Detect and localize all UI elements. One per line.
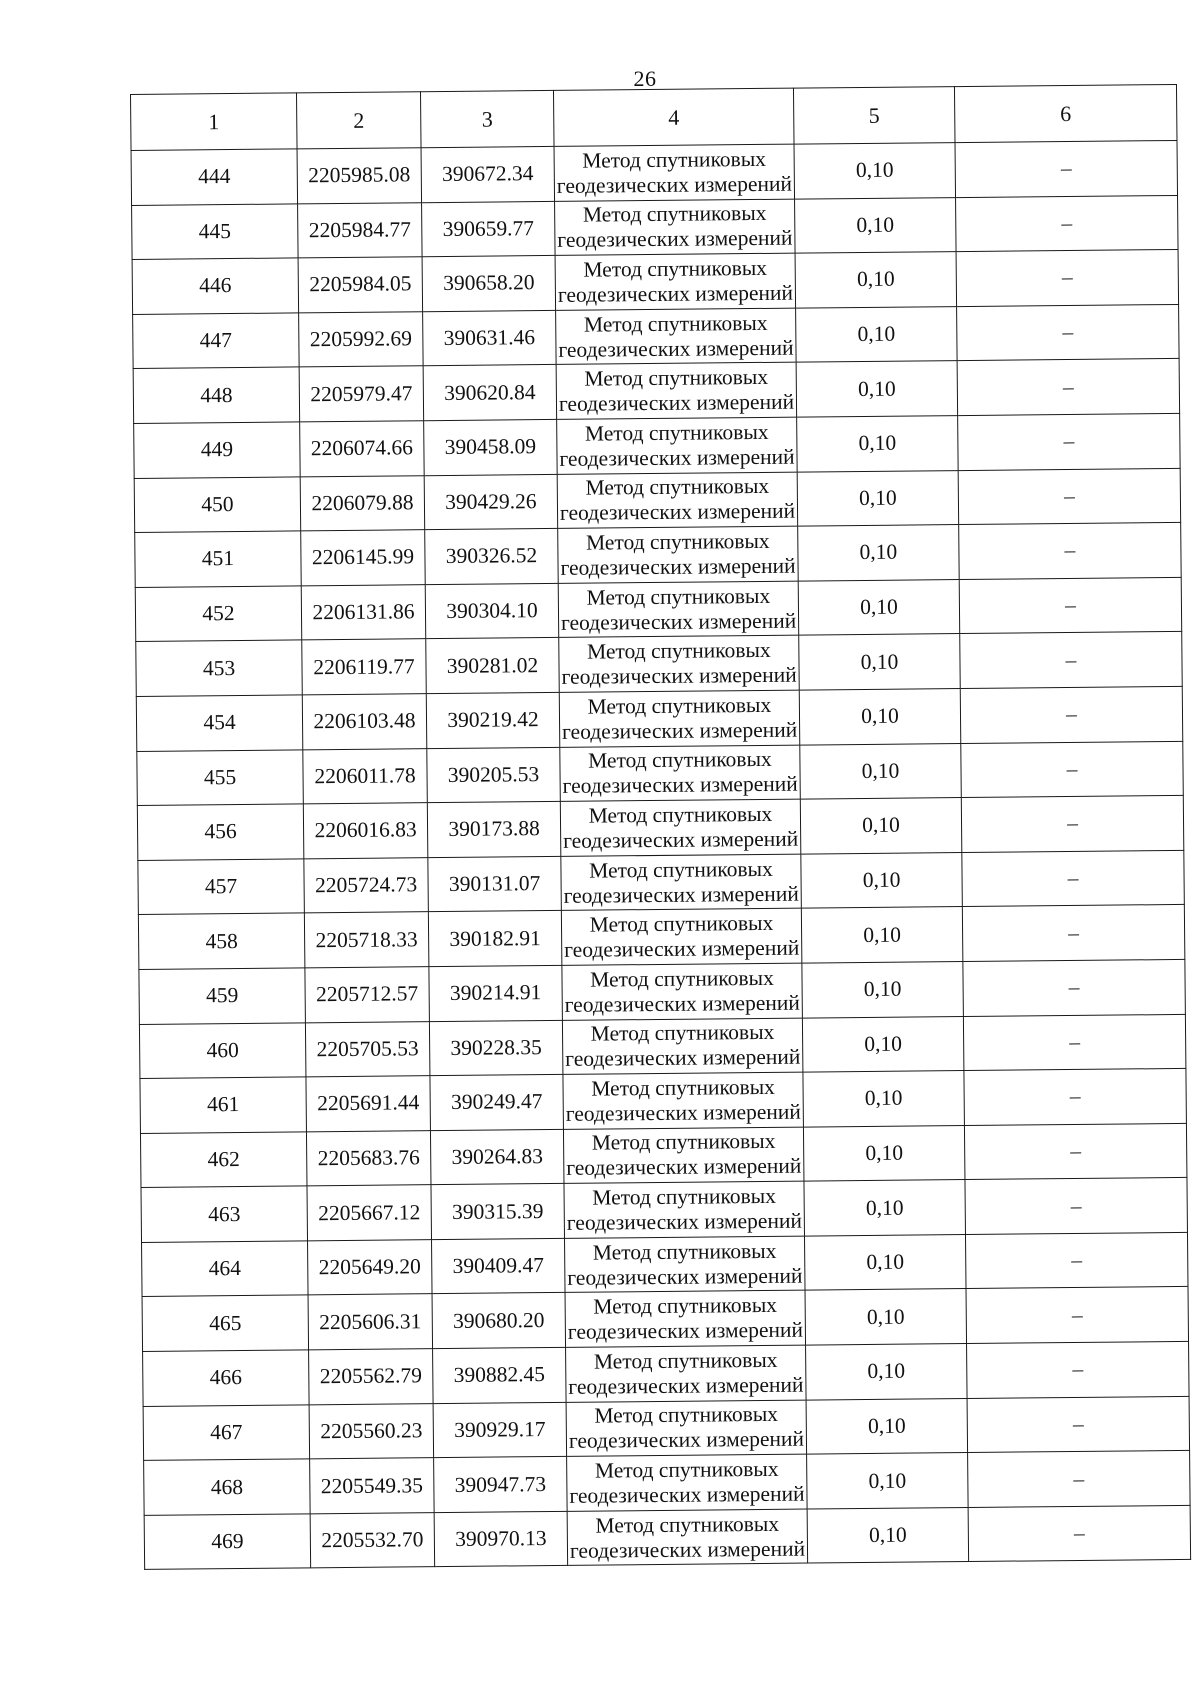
note-cell: –: [963, 1014, 1186, 1071]
method-cell: [560, 745, 801, 802]
note-cell: –: [957, 304, 1180, 361]
note-cell: –: [964, 1123, 1187, 1180]
method-line-2: геодезических измерений: [569, 1536, 806, 1563]
method-cell: [557, 472, 798, 529]
table-row: [138, 850, 1184, 915]
accuracy-cell: 0,10: [798, 525, 960, 581]
method-line-1: Метод спутниковых: [586, 638, 771, 664]
method-cell: [567, 1509, 808, 1566]
accuracy-cell: 0,10: [806, 1344, 968, 1400]
method-cell: [563, 1127, 804, 1184]
accuracy-cell: 0,10: [799, 688, 961, 744]
y-coordinate-cell: 390214.91: [429, 965, 563, 1021]
x-coordinate-cell: 2205560.23: [309, 1403, 434, 1459]
point-number-cell: 447: [133, 313, 300, 369]
point-number-cell: 445: [132, 203, 299, 259]
note-cell: –: [958, 413, 1181, 470]
table-row: [138, 905, 1184, 970]
method-cell: [564, 1181, 805, 1238]
method-line-2: геодезических измерений: [559, 498, 796, 526]
x-coordinate-cell: 2206016.83: [303, 803, 428, 859]
method-line-1: Метод спутниковых: [588, 801, 773, 828]
y-coordinate-cell: 390680.20: [432, 1293, 566, 1349]
point-number-cell: 454: [136, 695, 303, 751]
method-line-1: Метод спутниковых: [587, 692, 772, 719]
x-coordinate-cell: 2205979.47: [299, 366, 424, 422]
method-line-1: Метод спутниковых: [593, 1293, 778, 1319]
table-row: [135, 523, 1181, 588]
method-line-2: геодезических измерений: [567, 1263, 803, 1290]
method-line-2: геодезических измерений: [558, 335, 794, 362]
method-cell: [566, 1345, 807, 1402]
point-number-cell: 459: [139, 968, 306, 1024]
table-row: [144, 1505, 1190, 1570]
point-number-cell: 446: [132, 258, 299, 314]
method-cell: [558, 581, 799, 638]
x-coordinate-cell: 2205718.33: [304, 912, 429, 968]
method-line-2: геодезических измерений: [559, 444, 795, 471]
method-cell: [559, 635, 800, 692]
table-row: [137, 796, 1183, 861]
y-coordinate-cell: 390929.17: [433, 1402, 567, 1458]
note-cell: –: [965, 1232, 1188, 1289]
accuracy-cell: 0,10: [805, 1289, 967, 1345]
coordinates-table: [130, 84, 1191, 1570]
table-row: [142, 1232, 1188, 1297]
point-number-cell: 460: [139, 1022, 306, 1078]
note-cell: –: [959, 523, 1182, 580]
note-cell: –: [956, 250, 1179, 307]
method-cell: [559, 690, 800, 747]
point-number-cell: 465: [142, 1295, 309, 1351]
y-coordinate-cell: 390620.84: [423, 365, 557, 421]
x-coordinate-cell: 2205985.08: [297, 148, 422, 204]
table-row: [144, 1451, 1190, 1516]
y-coordinate-cell: 390458.09: [424, 419, 558, 475]
method-cell: [556, 362, 797, 419]
accuracy-cell: 0,10: [804, 1234, 966, 1290]
method-line-2: геодезических измерений: [562, 771, 798, 799]
point-number-cell: 469: [144, 1514, 311, 1570]
y-coordinate-cell: 390658.20: [422, 256, 556, 312]
x-coordinate-cell: 2205724.73: [304, 857, 429, 913]
method-line-1: Метод спутниковых: [582, 201, 767, 228]
method-line-2: геодезических измерений: [558, 389, 795, 417]
accuracy-cell: 0,10: [797, 470, 959, 526]
method-line-1: Метод спутниковых: [589, 856, 773, 883]
y-coordinate-cell: 390131.07: [428, 856, 562, 912]
x-coordinate-cell: 2205532.70: [310, 1512, 435, 1568]
accuracy-cell: 0,10: [798, 579, 960, 635]
note-cell: –: [966, 1287, 1189, 1344]
note-cell: –: [962, 850, 1185, 907]
method-cell: [567, 1454, 808, 1511]
method-line-2: геодезических измерений: [568, 1372, 804, 1399]
y-coordinate-cell: 390219.42: [426, 692, 560, 748]
point-number-cell: 468: [144, 1459, 311, 1515]
method-cell: [565, 1291, 806, 1348]
method-line-1: Метод спутниковых: [590, 965, 774, 992]
x-coordinate-cell: 2205549.35: [310, 1458, 435, 1514]
note-cell: –: [964, 1069, 1187, 1126]
method-cell: [557, 417, 798, 474]
point-number-cell: 467: [143, 1404, 310, 1460]
method-cell: [565, 1236, 806, 1293]
y-coordinate-cell: 390281.02: [426, 638, 560, 694]
accuracy-cell: 0,10: [807, 1507, 969, 1563]
note-cell: –: [958, 468, 1181, 525]
y-coordinate-cell: 390205.53: [427, 747, 561, 803]
note-cell: –: [961, 741, 1184, 798]
header-cell-5: 5: [793, 87, 955, 145]
note-cell: –: [956, 195, 1179, 252]
y-coordinate-cell: 390882.45: [433, 1347, 567, 1403]
point-number-cell: 449: [134, 422, 301, 478]
method-line-2: геодезических измерений: [566, 1208, 803, 1235]
table-row: [135, 577, 1181, 642]
accuracy-cell: 0,10: [801, 907, 963, 963]
point-number-cell: 455: [137, 749, 304, 805]
accuracy-cell: 0,10: [794, 143, 956, 199]
table-row: [133, 304, 1179, 369]
table-row: [136, 632, 1182, 697]
method-line-1: Метод спутниковых: [590, 1020, 775, 1046]
method-line-1: Метод спутниковых: [594, 1402, 779, 1429]
method-line-1: Метод спутниковых: [585, 474, 770, 501]
header-cell-1: 1: [131, 93, 298, 151]
y-coordinate-cell: 390631.46: [423, 310, 557, 366]
y-coordinate-cell: 390326.52: [425, 529, 559, 585]
point-number-cell: 466: [143, 1350, 310, 1406]
method-cell: [556, 308, 797, 365]
x-coordinate-cell: 2205984.77: [298, 202, 423, 258]
point-number-cell: 464: [142, 1241, 309, 1297]
x-coordinate-cell: 2205984.05: [298, 257, 423, 313]
point-number-cell: 461: [140, 1077, 307, 1133]
method-line-2: геодезических измерений: [565, 1044, 801, 1072]
method-cell: [555, 199, 796, 256]
method-line-1: Метод спутниковых: [589, 910, 774, 937]
x-coordinate-cell: 2206079.88: [300, 475, 425, 531]
y-coordinate-cell: 390659.77: [422, 201, 556, 257]
y-coordinate-cell: 390947.73: [434, 1457, 568, 1513]
header-cell-2: 2: [296, 92, 421, 149]
accuracy-cell: 0,10: [800, 798, 962, 854]
point-number-cell: 463: [141, 1186, 308, 1242]
accuracy-cell: 0,10: [796, 361, 958, 417]
table-row: [132, 250, 1178, 315]
note-cell: –: [968, 1451, 1191, 1508]
accuracy-cell: 0,10: [803, 1071, 965, 1127]
note-cell: –: [959, 577, 1182, 634]
accuracy-cell: 0,10: [807, 1453, 969, 1509]
x-coordinate-cell: 2206011.78: [303, 748, 428, 804]
x-coordinate-cell: 2205606.31: [308, 1294, 433, 1350]
method-line-2: геодезических измерений: [564, 990, 800, 1017]
method-cell: [563, 1072, 804, 1129]
x-coordinate-cell: 2205562.79: [309, 1349, 434, 1405]
table-row: [140, 1069, 1186, 1134]
table-row: [137, 741, 1183, 806]
table-row: [139, 1014, 1185, 1079]
method-cell: [561, 908, 802, 965]
accuracy-cell: 0,10: [799, 634, 961, 690]
table-row: [133, 359, 1179, 424]
method-line-1: Метод спутниковых: [586, 583, 771, 610]
point-number-cell: 458: [138, 913, 305, 969]
accuracy-cell: 0,10: [803, 1125, 965, 1181]
note-cell: –: [955, 140, 1178, 197]
method-line-2: геодезических измерений: [561, 717, 798, 744]
accuracy-cell: 0,10: [802, 961, 964, 1017]
note-cell: –: [960, 632, 1183, 689]
method-line-1: Метод спутниковых: [583, 255, 768, 282]
method-line-2: геодезических измерений: [564, 935, 800, 962]
method-line-2: геодезических измерений: [560, 608, 797, 635]
method-line-1: Метод спутниковых: [594, 1456, 779, 1483]
point-number-cell: 452: [135, 586, 302, 642]
x-coordinate-cell: 2206074.66: [300, 421, 425, 477]
y-coordinate-cell: 390249.47: [430, 1074, 564, 1130]
y-coordinate-cell: 390315.39: [431, 1184, 565, 1240]
method-line-1: Метод спутниковых: [595, 1511, 780, 1538]
accuracy-cell: 0,10: [795, 252, 957, 308]
x-coordinate-cell: 2205667.12: [307, 1185, 432, 1241]
page-number: 26: [633, 66, 657, 91]
y-coordinate-cell: 390304.10: [425, 583, 559, 639]
header-cell-6: 6: [954, 84, 1177, 142]
method-line-2: геодезических измерений: [563, 881, 799, 908]
x-coordinate-cell: 2205691.44: [306, 1076, 431, 1132]
point-number-cell: 456: [137, 804, 304, 860]
method-line-1: Метод спутниковых: [585, 528, 770, 555]
method-line-1: Метод спутниковых: [591, 1074, 775, 1101]
method-line-2: геодезических измерений: [556, 171, 793, 198]
y-coordinate-cell: 390228.35: [429, 1020, 563, 1076]
method-line-1: Метод спутниковых: [593, 1347, 778, 1374]
method-cell: [560, 799, 801, 856]
table-row: [142, 1287, 1188, 1352]
method-line-1: Метод спутниковых: [583, 310, 768, 337]
table-row: [143, 1396, 1189, 1461]
note-cell: –: [967, 1341, 1190, 1398]
table-row: [134, 468, 1180, 533]
x-coordinate-cell: 2205649.20: [308, 1240, 433, 1296]
y-coordinate-cell: 390264.83: [430, 1129, 564, 1185]
method-line-2: геодезических измерений: [565, 1099, 801, 1126]
y-coordinate-cell: 390173.88: [427, 802, 561, 858]
method-line-2: геодезических измерений: [557, 226, 793, 253]
table-row: [131, 140, 1177, 205]
method-line-2: геодезических измерений: [560, 553, 796, 580]
note-cell: –: [967, 1396, 1190, 1453]
table-body: [131, 140, 1191, 1569]
page-content: [130, 84, 1190, 1570]
method-cell: [561, 854, 802, 911]
method-line-2: геодезических измерений: [557, 280, 794, 307]
method-line-1: Метод спутниковых: [592, 1183, 777, 1210]
x-coordinate-cell: 2205683.76: [306, 1130, 431, 1186]
x-coordinate-cell: 2205992.69: [299, 311, 424, 367]
point-number-cell: 453: [136, 640, 303, 696]
method-line-2: геодезических измерений: [563, 826, 799, 853]
note-cell: –: [965, 1178, 1188, 1235]
note-cell: –: [963, 959, 1186, 1016]
table-row: [134, 413, 1180, 478]
x-coordinate-cell: 2205705.53: [305, 1021, 430, 1077]
method-cell: [555, 253, 796, 310]
note-cell: –: [962, 905, 1185, 962]
note-cell: –: [957, 359, 1180, 416]
method-line-2: геодезических измерений: [568, 1427, 805, 1454]
method-cell: [566, 1400, 807, 1457]
method-line-1: Метод спутниковых: [582, 146, 767, 173]
y-coordinate-cell: 390429.26: [424, 474, 558, 530]
point-number-cell: 450: [134, 476, 301, 532]
method-line-2: геодезических измерений: [569, 1481, 805, 1508]
y-coordinate-cell: 390672.34: [421, 146, 555, 202]
table-row: [132, 195, 1178, 260]
header-cell-3: 3: [420, 90, 554, 147]
method-line-2: геодезических измерений: [566, 1154, 802, 1181]
table-row: [143, 1341, 1189, 1406]
y-coordinate-cell: 390970.13: [434, 1511, 568, 1567]
accuracy-cell: 0,10: [797, 416, 959, 472]
accuracy-cell: 0,10: [801, 852, 963, 908]
method-line-2: геодезических измерений: [567, 1317, 804, 1345]
accuracy-cell: 0,10: [802, 1016, 964, 1072]
accuracy-cell: 0,10: [795, 197, 957, 253]
method-line-1: Метод спутниковых: [592, 1238, 777, 1265]
method-line-1: Метод спутниковых: [584, 419, 769, 446]
method-line-1: Метод спутниковых: [588, 747, 772, 773]
x-coordinate-cell: 2206145.99: [301, 530, 426, 586]
x-coordinate-cell: 2206131.86: [301, 584, 426, 640]
accuracy-cell: 0,10: [796, 306, 958, 362]
point-number-cell: 444: [131, 149, 298, 205]
accuracy-cell: 0,10: [800, 743, 962, 799]
accuracy-cell: 0,10: [806, 1398, 968, 1454]
note-cell: –: [968, 1505, 1191, 1562]
method-line-2: геодезических измерений: [561, 662, 797, 690]
header-cell-4: 4: [553, 88, 794, 146]
point-number-cell: 457: [138, 859, 305, 915]
x-coordinate-cell: 2206119.77: [302, 639, 427, 695]
method-cell: [554, 144, 795, 201]
method-line-1: Метод спутниковых: [591, 1129, 776, 1156]
accuracy-cell: 0,10: [804, 1180, 966, 1236]
point-number-cell: 448: [133, 367, 300, 423]
method-cell: [558, 526, 799, 583]
note-cell: –: [960, 686, 1183, 743]
table-row: [139, 959, 1185, 1024]
table-header-row: [131, 84, 1177, 150]
point-number-cell: 462: [140, 1132, 307, 1188]
method-line-1: Метод спутниковых: [584, 365, 769, 391]
note-cell: –: [961, 796, 1184, 853]
method-cell: [562, 1018, 803, 1075]
table-row: [141, 1178, 1187, 1243]
x-coordinate-cell: 2205712.57: [305, 967, 430, 1023]
table-row: [136, 686, 1182, 751]
x-coordinate-cell: 2206103.48: [302, 694, 427, 750]
method-cell: [562, 963, 803, 1020]
y-coordinate-cell: 390182.91: [428, 911, 562, 967]
point-number-cell: 451: [135, 531, 302, 587]
y-coordinate-cell: 390409.47: [432, 1238, 566, 1294]
table-row: [140, 1123, 1186, 1188]
